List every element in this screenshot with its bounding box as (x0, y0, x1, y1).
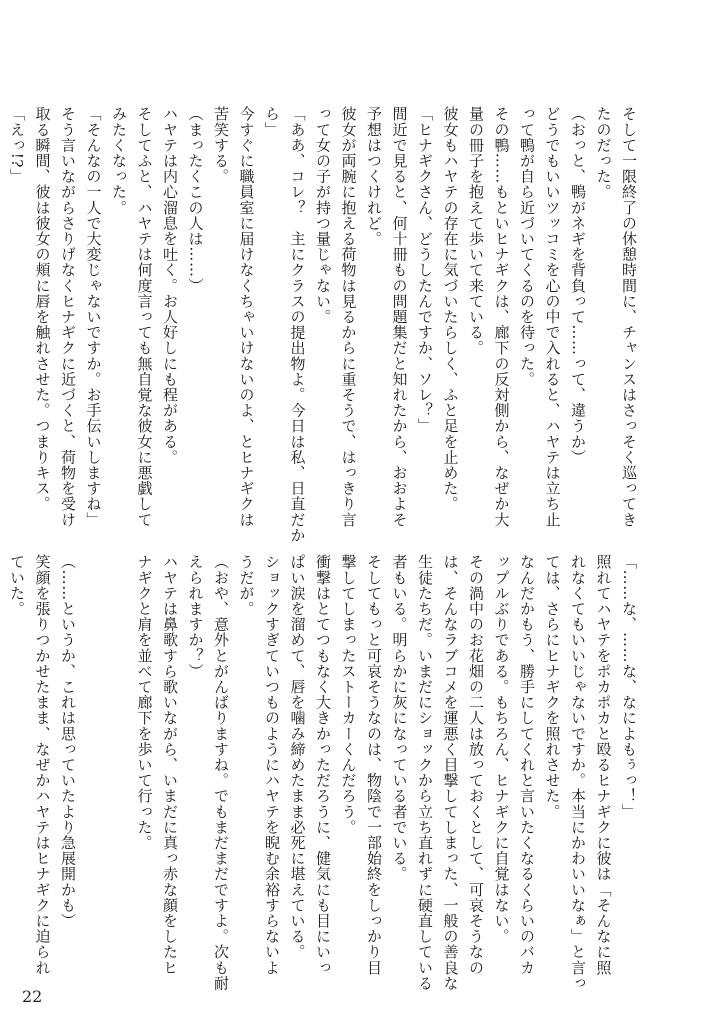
bottom_block-line: ぱい涙を溜めて、唇を噛み締めたまま必死に堪えている。 (288, 554, 307, 960)
top_block-line: 「ああ、コレ？ 主にクラスの提出物よ。今日は私、日直だか (288, 106, 307, 543)
top_block-line: そして一限終了の休憩時間に、チャンスはさっそく巡ってき (620, 106, 638, 528)
top_block-line: 間近で見ると、何十冊もの問題集だと知れたから、おおよそ (390, 106, 409, 528)
top_block-line: （おっと、鴨がネギを背負って……って、違うか） (569, 106, 587, 465)
bottom_block-line: なんだかもう、勝手にしてくれと言いたくなるくらいのバカ (518, 554, 536, 976)
bottom_block-line (0, 554, 4, 968)
top_block-line: 「ヒナギクさん、どうしたんですか、ソレ？」 (416, 106, 434, 434)
bottom_block-line: 撃してしまったストーカーくんだろう。 (339, 554, 358, 835)
top_block-line: 量の冊子を抱えて歩いて来ている。 (467, 106, 485, 356)
bottom_block-line (80, 554, 106, 968)
bottom_block-line: （……というか、これは思っていたより急展開かも） (59, 554, 77, 929)
bottom_block-line: そしてもっと可哀そうなのは、物陰で一部始終をしっかり目 (365, 554, 383, 976)
bottom_block-line: 「……な、……な、なによもぅっ！」 (620, 554, 638, 820)
bottom_block-line: 笑顔を張りつかせたまま、なぜかハヤテはヒナギクに迫られ (33, 554, 52, 976)
top_block-line: 彼女もハヤテの存在に気づいたらしく、ふと足を止めた。 (441, 106, 460, 512)
top_block-line: （まったくこの人は……） (186, 106, 205, 294)
top_block-line: 今すぐに職員室に届けなくちゃいけないのよ、とヒナギクは (237, 106, 256, 528)
bottom_block-line: ショックすぎていつものようにハヤテを睨む余裕すらないよ (263, 554, 281, 976)
top_block-line: ハヤテは内心溜息を吐く。お人好しにも程がある。 (161, 106, 179, 465)
bottom_block-line: うだが。 (237, 554, 256, 617)
top_block-line: その鴨……もといヒナギクは、廊下の反対側から、なぜか大 (492, 106, 511, 528)
text-block-bottom (0, 554, 641, 991)
top_block-line: そしてふと、ハヤテは何度言っても無自覚な彼女に悪戯して (135, 106, 154, 528)
top_block-line: たのだった。 (594, 106, 613, 200)
top_block-line: 「そんなの一人で大変じゃないですか。お手伝いしますね」 (84, 106, 103, 528)
top_block-line: ら」 (263, 106, 281, 138)
bottom_block-line: えられますか？） (186, 554, 205, 679)
bottom_block-line: （おや、意外とがんばりますね。でもまだまだですよ。次も耐 (212, 554, 230, 991)
bottom_block-line: ナギクと肩を並べて廊下を歩いて行った。 (135, 554, 154, 851)
top_block-line: 「えっ!?」 (8, 106, 26, 184)
bottom_block-line (106, 554, 132, 968)
bottom_block-line: その渦中のお花畑の二人は放っておくとして、可哀そうなの (467, 554, 485, 976)
bottom_block-line: 者もいる。明らかに灰になっている者でいる。 (390, 554, 409, 882)
bottom_block-line: 生徒たちだ。いまだにショックから立ち直れずに硬直している (416, 554, 434, 991)
bottom_block-line: ていた。 (8, 554, 26, 617)
bottom_block-line: れなくてもいいじゃないですか。本当にかわいいなぁ」と言っ (569, 554, 587, 991)
top_block-line: って女の子が持つ量じゃない。 (314, 106, 332, 325)
top_block-line: 予想はつくけれど。 (365, 106, 383, 247)
top_block-line: どうでもいいツッコミを心の中で入れると、ハヤテは立ち止 (543, 106, 562, 528)
top_block-line (0, 106, 4, 520)
bottom_block-line: は、そんなラブコメを運悪く目撃してしまった、一般の善良な (441, 554, 460, 991)
top_block-line: 彼女が両腕に抱える荷物は見るからに重そうで、はっきり言 (339, 106, 358, 528)
bottom_block-line: ては、さらにヒナギクを照れさせた。 (543, 554, 562, 820)
bottom_block-line: 照れてハヤテをポカポカと殴るヒナギクに彼は「そんなに照 (594, 554, 613, 976)
bottom_block-line: ップルぶりである。もちろん、ヒナギクに自覚はない。 (492, 554, 511, 944)
top_block-line: 苦笑する。 (212, 106, 230, 184)
text-block-top (0, 106, 641, 543)
bottom_block-line: ハヤテは鼻歌すら歌いながら、いまだに真っ赤な顔をしたヒ (161, 554, 179, 976)
top_block-line: って鴨が自ら近づいてくるのを待った。 (518, 106, 536, 387)
bottom_block-line: 衝撃はとてつもなく大きかっただろうに、健気にも目にいっ (314, 554, 332, 976)
page-number: 22 (22, 987, 43, 1006)
top_block-line: みたくなった。 (110, 106, 128, 216)
top_block-line: 取る瞬間、彼は彼女の頬に唇を触れさせた。つまりキス。 (33, 106, 52, 512)
top_block-line: そう言いながらさりげなくヒナギクに近づくと、荷物を受け (59, 106, 77, 528)
